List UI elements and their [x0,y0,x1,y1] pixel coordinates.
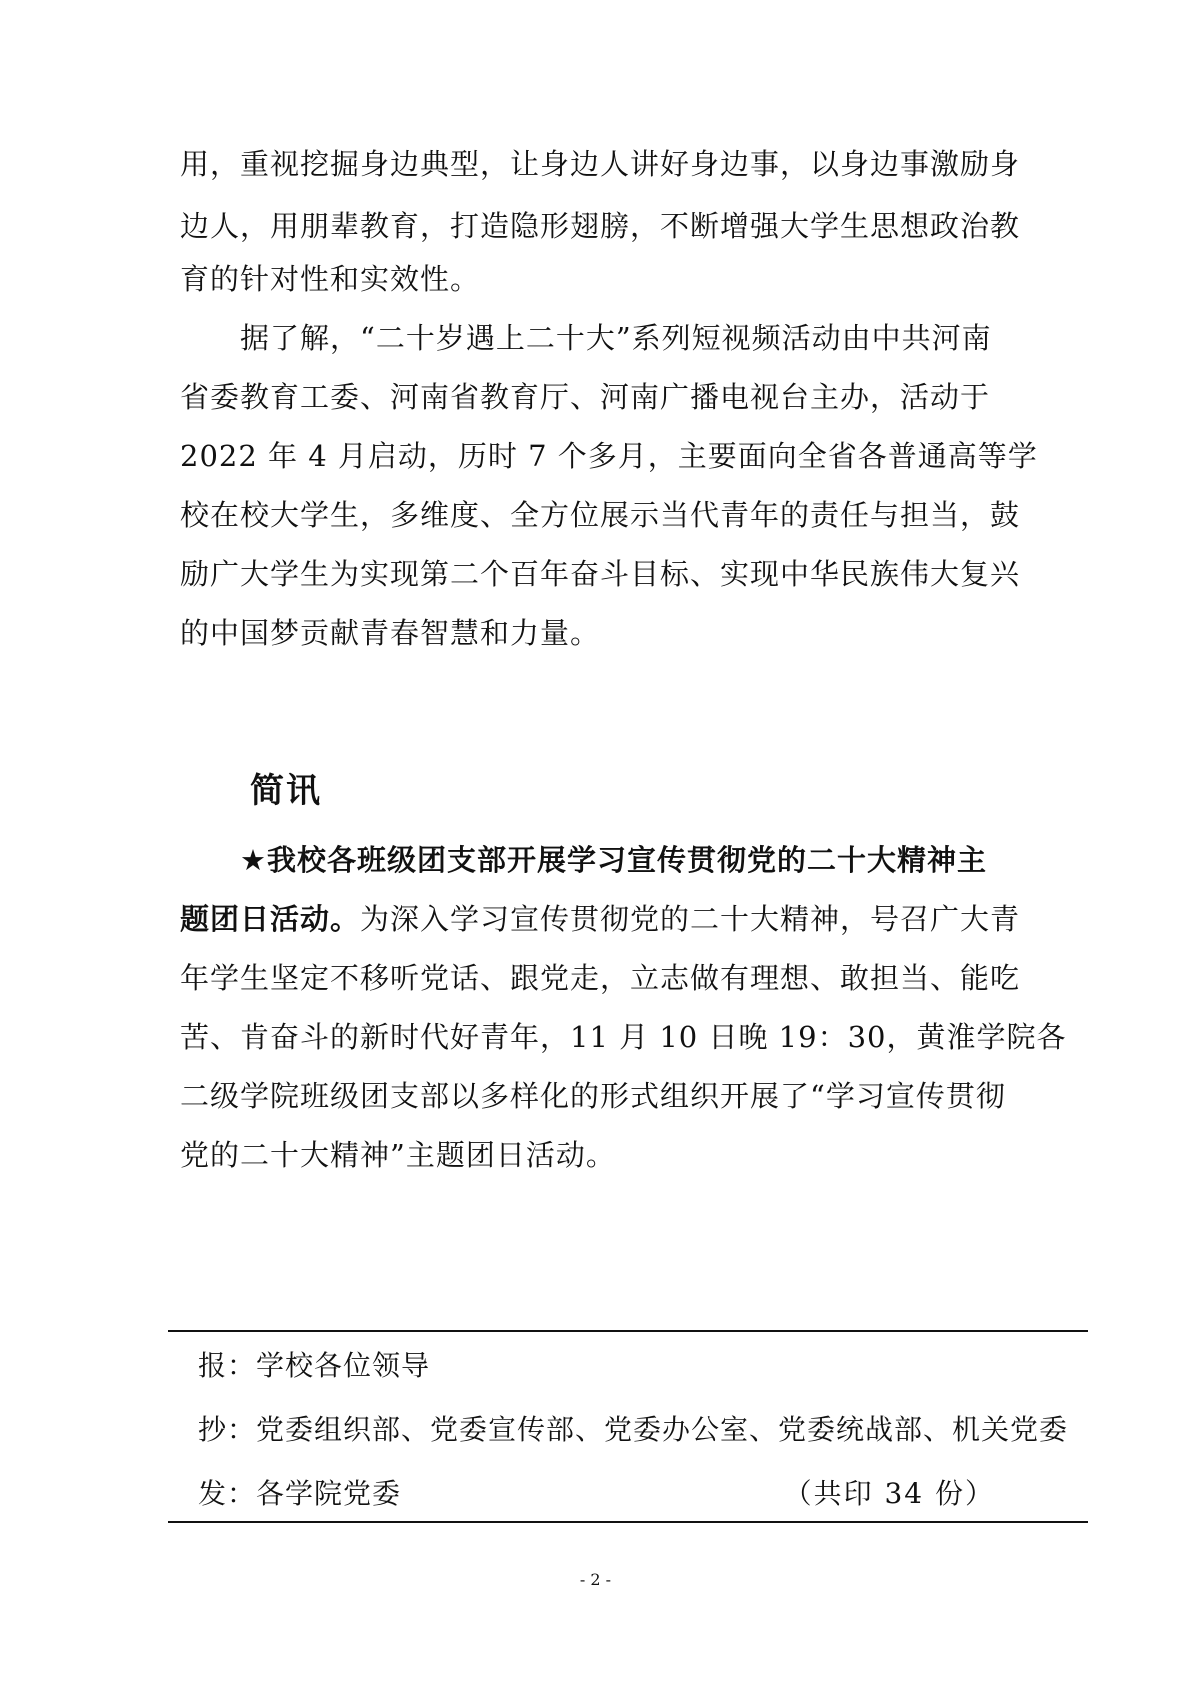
news-title-continued [180,902,1021,936]
copy-to: 抄：党委组织部、党委宣传部、党委办公室、党委统战部、机关党委 [198,1413,1069,1446]
body-text-line: 二级学院班级团支部以多样化的形式组织开展了“学习宣传贯彻 [180,1079,1006,1113]
top-rule [168,1330,1088,1332]
body-text-line: 的中国梦贡献青春智慧和力量。 [180,616,601,650]
body-text-line: 苦、肯奋斗的新时代好青年，11 月 10 日晚 19：30，黄淮学院各 [180,1020,1067,1054]
body-text-line: 校在校大学生，多维度、全方位展示当代青年的责任与担当，鼓 [180,498,1021,532]
body-text-line: 边人，用朋辈教育，打造隐形翅膀，不断增强大学生思想政治教 [180,209,1021,243]
news-title-end: 题团日活动。 [180,902,361,936]
bottom-rule [168,1521,1088,1523]
body-text-line: 育的针对性和实效性。 [180,262,481,296]
report-to: 报：学校各位领导 [198,1349,431,1382]
news-title: ★我校各班级团支部开展学习宣传贯彻党的二十大精神主 [240,843,987,877]
body-text-line: 省委教育工委、河南省教育厅、河南广播电视台主办，活动于 [180,380,991,414]
news-body-start: 为深入学习宣传贯彻党的二十大精神，号召广大青 [360,902,1021,936]
body-text-line: 2022 年 4 月启动，历时 7 个多月，主要面向全省各普通高等学 [180,439,1038,473]
print-count: （共印 34 份） [783,1477,995,1510]
send-to: 发：各学院党委 [198,1477,402,1510]
page-number: - 2 - [579,1570,612,1589]
body-text-line: 用，重视挖掘身边典型，让身边人讲好身边事，以身边事激励身 [180,147,1021,181]
section-heading: 简讯 [250,771,322,811]
body-text-line: 据了解，“二十岁遇上二十大”系列短视频活动由中共河南 [240,321,992,355]
body-text-line: 党的二十大精神”主题团日活动。 [180,1138,616,1172]
body-text-line: 励广大学生为实现第二个百年奋斗目标、实现中华民族伟大复兴 [180,557,1021,591]
body-text-line: 年学生坚定不移听党话、跟党走，立志做有理想、敢担当、能吃 [180,961,1021,995]
